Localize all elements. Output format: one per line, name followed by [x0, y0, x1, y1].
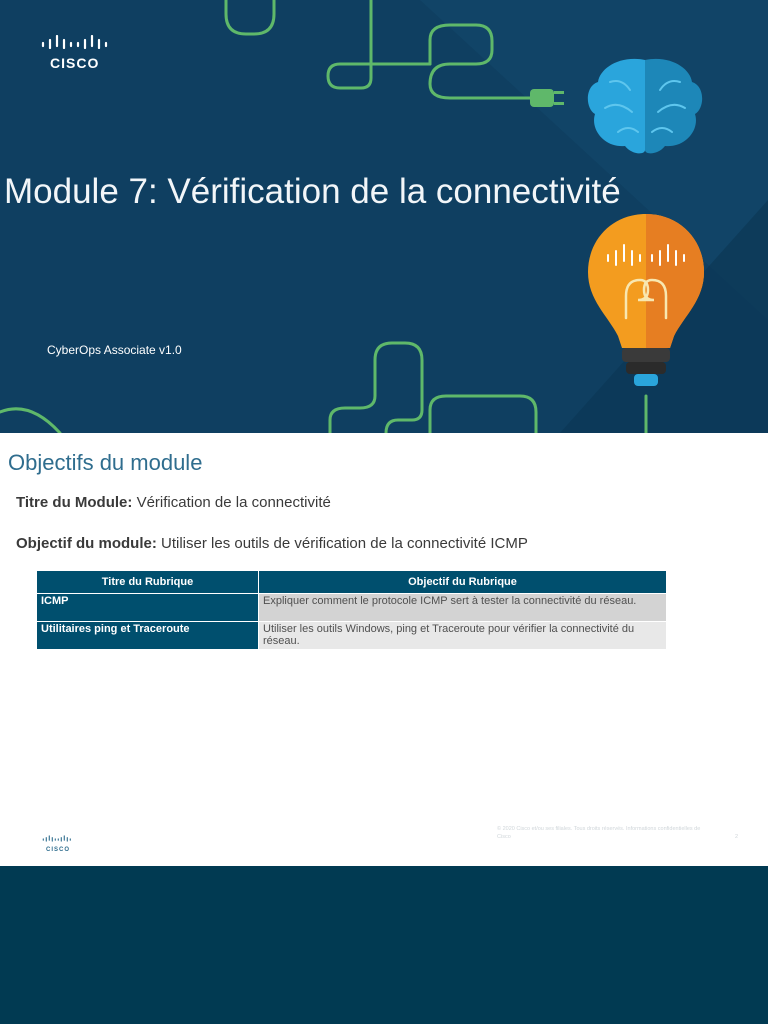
topic-objective: Utiliser les outils Windows, ping et Traceroute pour vérifier la connectivité du réseau.: [259, 622, 667, 650]
topic-title: Utilitaires ping et Traceroute: [37, 622, 259, 650]
decorative-background: [0, 0, 768, 433]
topic-title: ICMP: [37, 594, 259, 622]
footer-cisco-logo-text: CISCO: [46, 847, 71, 853]
topics-table: [36, 570, 667, 650]
module-objective-line: [16, 535, 528, 552]
page-number: 2: [735, 834, 739, 840]
brain-icon: [588, 59, 702, 153]
title-slide: [0, 0, 768, 433]
table-header-row: [37, 571, 667, 594]
slide-title: Module 7: Vérification de la connectivité: [4, 172, 621, 211]
topic-objective: Expliquer comment le protocole ICMP sert à tester la connectivité du réseau.: [259, 594, 667, 622]
objectives-slide: [0, 433, 768, 866]
module-title-line: [16, 494, 331, 511]
cisco-logo-text: CISCO: [50, 55, 100, 71]
slide-heading: Objectifs du module: [8, 450, 203, 475]
footer-cisco-logo: [42, 829, 72, 853]
cisco-bars-icon: [42, 835, 72, 842]
cisco-bars-icon: [40, 35, 110, 49]
slide-subtitle: CyberOps Associate v1.0: [47, 343, 182, 357]
table-row: [37, 622, 667, 650]
column-header-title: Titre du Rubrique: [37, 571, 259, 594]
module-objective-label: Objectif du module:: [16, 535, 157, 552]
module-objective-value: Utiliser les outils de vérification de la connectivité ICMP: [161, 535, 528, 552]
module-title-value: Vérification de la connectivité: [136, 494, 331, 511]
column-header-objective: Objectif du Rubrique: [259, 571, 667, 594]
footer-copyright: © 2020 Cisco et/ou ses filiales. Tous droits réservés. Informations confidentielles de Cisco: [497, 826, 701, 840]
table-row: [37, 594, 667, 622]
module-title-label: Titre du Module:: [16, 494, 133, 511]
cisco-logo: [40, 35, 110, 71]
